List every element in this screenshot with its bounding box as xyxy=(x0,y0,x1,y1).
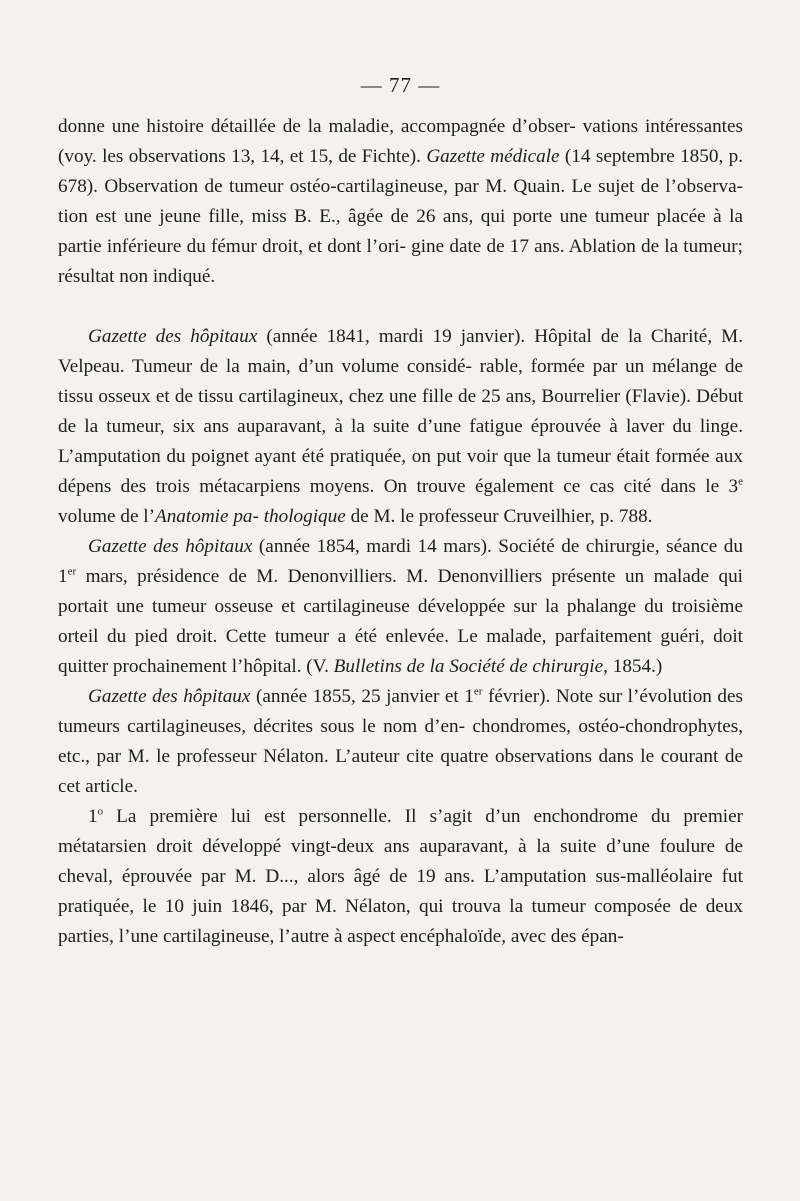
text-segment: volume de l’ xyxy=(58,506,155,527)
text-segment: (année 1854, mardi 14 mars). Société de chirurgie, séance du 1 xyxy=(58,536,743,587)
paragraph-denonvilliers xyxy=(58,532,743,682)
paragraph-velpeau xyxy=(58,322,743,532)
journal-title: Gazette des hôpitaux xyxy=(88,686,251,707)
list-number: 1 xyxy=(88,806,98,827)
book-title: Bulletins de la Société de chirurgie xyxy=(333,656,604,677)
ordinal-superscript: er xyxy=(67,565,77,578)
document-page xyxy=(58,0,743,952)
journal-title: Gazette des hôpitaux xyxy=(88,326,258,347)
ordinal-superscript: e xyxy=(738,475,743,488)
journal-title: Gazette médicale xyxy=(426,146,560,167)
ordinal-superscript: o xyxy=(97,805,104,818)
paragraph-nelaton xyxy=(58,682,743,802)
paragraph-fichte-quain xyxy=(58,112,743,292)
text-segment: février). Note sur l’évolution des tumeurs cartilagineuses, décrites sous le nom d’en- chondromes, ostéo-chondrophytes, etc., par M. le professeur Nélaton. L’auteur cite quatre observations dans le courant de cet article. xyxy=(58,686,744,797)
text-segment: donne une histoire détaillée de la maladie, accompagnée d’obser- vations intéressantes (voy. les observations 13, 14, et 15, de Fichte). xyxy=(58,116,743,167)
text-segment: de M. le professeur Cruveilhier, p. 788. xyxy=(345,506,653,527)
ordinal-superscript: er xyxy=(473,685,483,698)
text-segment: , 1854.) xyxy=(603,656,663,677)
text-segment: (année 1855, 25 janvier et 1 xyxy=(255,686,474,707)
page-number: — 77 — xyxy=(360,73,441,97)
text-segment: La première lui est personnelle. Il s’agit d’un enchondrome du premier métatarsien droit développé vingt-deux ans auparavant, à la suite d’une foulure de cheval, éprouvée par M. D..., alors âgé de 19 ans. L’amputation sus-malléolaire fut pratiquée, le 10 juin 1846, par M. Nélaton, qui trouva la tumeur composée de deux parties, l’une cartilagineuse, l’autre à aspect encéphaloïde, avec des épan- xyxy=(58,806,743,947)
book-title: Anatomie pa- thologique xyxy=(154,506,346,527)
journal-title: Gazette des hôpitaux xyxy=(88,536,253,557)
text-segment: (année 1841, mardi 19 janvier). Hôpital de la Charité, M. Velpeau. Tumeur de la main, d’un volume considé- rable, formée par un mélange de tissu osseux et de tissu cartilagineux, chez une fille de 25 ans, Bourrelier (Flavie). Début de la tumeur, six ans auparavant, à la suite d’une fatigue éprouvée à laver du linge. L’amputation du poignet ayant été pratiquée, on put voir que la tumeur était formée aux dépens des trois métacarpiens moyens. On trouve également ce cas cité dans le 3 xyxy=(58,326,743,497)
text-segment: mars, présidence de M. Denonvilliers. M. Denonvilliers présente un malade qui portait une tumeur osseuse et cartilagineuse développée sur la phalange du troisième orteil du pied droit. Cette tumeur a été enlevée. Le malade, parfaitement guéri, doit quitter prochainement l’hôpital. (V. xyxy=(58,566,743,677)
paragraph-first-observation xyxy=(58,802,743,952)
text-segment: (14 septembre 1850, p. 678). Observation de tumeur ostéo-cartilagineuse, par M. Quain. Le sujet de l’observa- tion est une jeune fille, miss B. E., âgée de 26 ans, qui porte une tumeur placée à la partie inférieure du fémur droit, et dont l’ori- gine date de 17 ans. Ablation de la tumeur; résultat non indiqué. xyxy=(58,146,743,287)
